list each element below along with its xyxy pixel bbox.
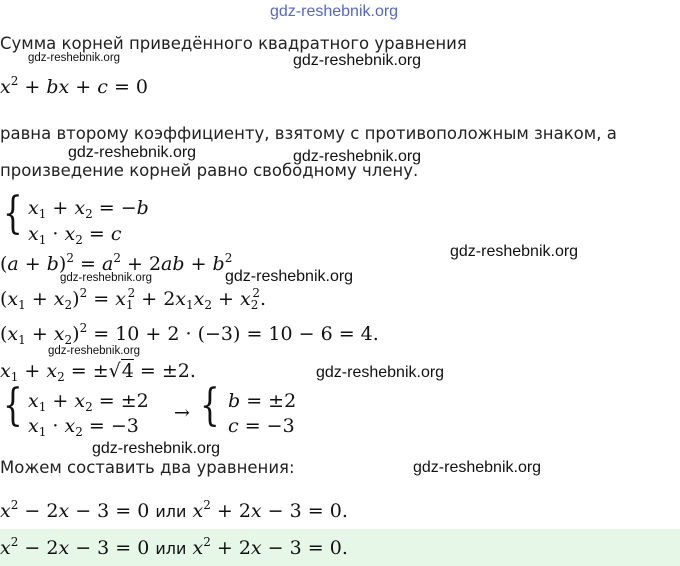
text-line: Можем составить два уравнения: xyxy=(0,458,295,477)
formula-square-of-sum: $(a + b)^2 = a^2 + 2ab + b^2$ xyxy=(0,251,233,275)
system-brace: { xyxy=(200,380,220,431)
watermark: gdz-reshebnik.org xyxy=(293,148,422,165)
formula-quadratic: $x^2$ + bx + c = 0 xyxy=(0,74,148,98)
formula-vieta-sum: $x_1 + x_2 = -b$ xyxy=(28,197,149,221)
watermark: gdz-reshebnik.org xyxy=(60,272,153,284)
arrow: → xyxy=(174,402,190,424)
watermark: gdz-reshebnik.org xyxy=(92,440,221,457)
formula-sum-root: $x_1 + x_2 = \pm√4 = \pm 2$. xyxy=(0,360,196,384)
text-line: равна второму коэффициенту, взятому с противоположным знаком, а xyxy=(0,124,617,143)
watermark-top: gdz-reshebnik.org xyxy=(270,3,399,20)
formula-square-of-roots: $(x_1 + x_2)^2 = x_1^2 + 2x_1x_2 + x_2^2$. xyxy=(0,286,267,312)
watermark: gdz-reshebnik.org xyxy=(225,268,354,285)
formula-evaluate: $(x_1 + x_2)^2 = 10 + 2 \cdot (-3) = 10 - 6 = 4$. xyxy=(0,321,379,347)
watermark: gdz-reshebnik.org xyxy=(293,52,422,69)
watermark: gdz-reshebnik.org xyxy=(413,459,542,476)
formula-equations: $x^2 - 2x - 3 = 0$ или $x^2 + 2x - 3 = 0$. xyxy=(0,498,348,522)
watermark: gdz-reshebnik.org xyxy=(48,345,141,357)
text-line: Сумма корней приведённого квадратного уравнения xyxy=(0,34,467,53)
watermark: gdz-reshebnik.org xyxy=(28,52,121,64)
text-line: произведение корней равно свободному члену. xyxy=(0,161,419,180)
system-brace: { xyxy=(3,188,23,239)
formula-system-product: $x_1 \cdot x_2 = -3$ xyxy=(28,415,139,439)
formula-vieta-product: $x_1 \cdot x_2 = c$ xyxy=(28,223,122,247)
or-word: или xyxy=(155,539,187,558)
formula-c-value: c = −3 xyxy=(228,415,295,437)
watermark: gdz-reshebnik.org xyxy=(68,144,197,161)
formula-equations-answer: $x^2 - 2x - 3 = 0$ или $x^2 + 2x - 3 = 0$. xyxy=(0,535,348,559)
watermark: gdz-reshebnik.org xyxy=(316,364,445,381)
system-brace: { xyxy=(3,380,23,431)
or-word: или xyxy=(155,502,187,521)
formula-b-value: b = ±2 xyxy=(228,390,297,412)
watermark: gdz-reshebnik.org xyxy=(450,243,579,260)
formula-system-sum: $x_1 + x_2 = \pm 2$ xyxy=(28,390,149,414)
